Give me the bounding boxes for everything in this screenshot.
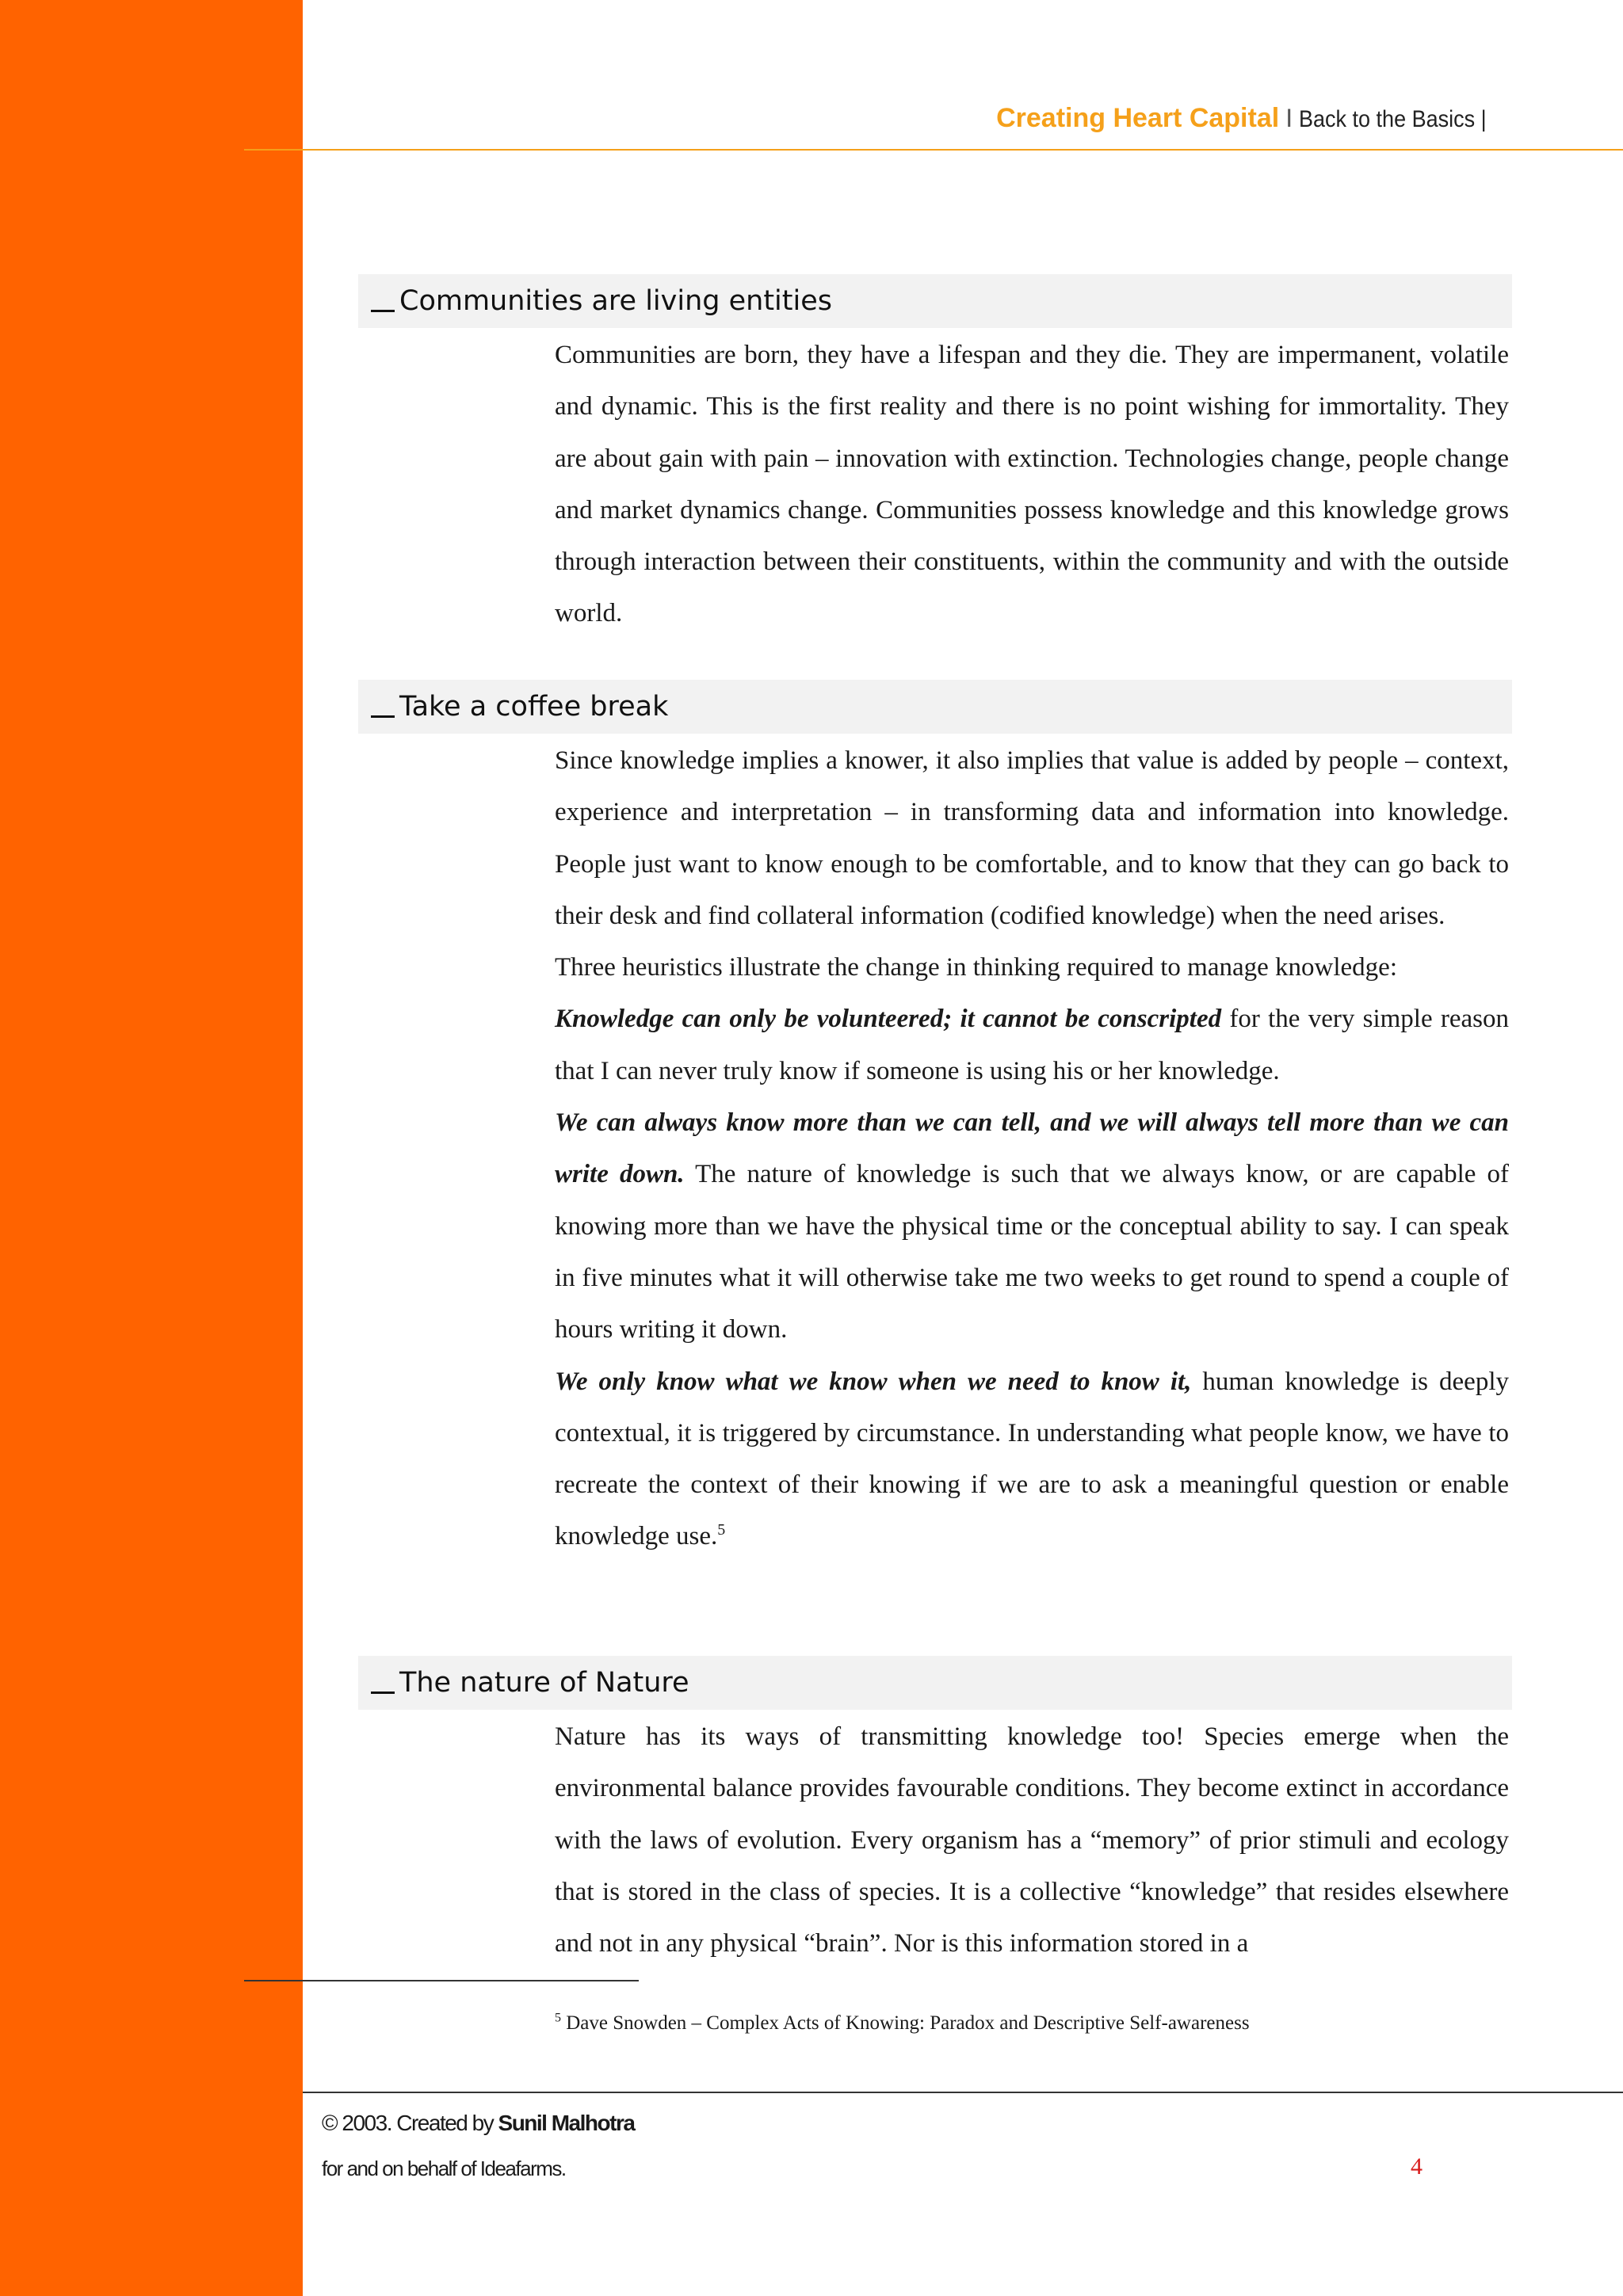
section-heading-text: The nature of Nature — [399, 1667, 689, 1699]
section-heading-coffee-break — [358, 680, 1512, 734]
heuristic-lead: We can always know more than we can tell, and we will always tell more than we can write down. — [555, 1108, 1509, 1189]
paragraph: Nature has its ways of transmitting knowledge too! Species emerge when the environmental balance provides favourable conditions. They become extinct in accordance with the laws of evolution. Every organism has a “memory” of prior stimuli and ecology that is stored in the class of species. It is a collective “knowledge” that resides elsewhere and not in any physical “brain”. Nor is this information stored in a — [555, 1722, 1509, 1958]
page-header — [996, 103, 1507, 143]
footnote-reference[interactable]: 5 — [717, 1521, 726, 1539]
header-title: Creating Heart Capital — [996, 103, 1280, 133]
heading-dash-icon — [371, 310, 395, 312]
heading-dash-icon — [371, 715, 395, 718]
author-name: Sunil Malhotra — [498, 2111, 635, 2135]
heuristic-3 — [555, 1356, 1509, 1563]
heuristic-text: human knowledge is deeply contextual, it is triggered by circumstance. In understanding what people know, we have to recreate the context of their knowing if we are to ask a meaningful question or enable knowledge use. — [555, 1367, 1509, 1551]
heading-dash-icon — [371, 1691, 395, 1694]
footnote-number: 5 — [555, 2011, 561, 2025]
orange-sidebar — [0, 0, 303, 2296]
heuristic-2 — [555, 1097, 1509, 1356]
header-subtitle: Back to the Basics | — [1299, 106, 1487, 132]
paragraph: Since knowledge implies a knower, it also implies that value is added by people – context, experience and interpretation – in transforming data and information into knowledge. People just want to know enough to be comfortable, and to know that they can go back to their desk and find collateral information (codified knowledge) when the need arises. — [555, 746, 1509, 930]
heuristic-text: The nature of knowledge is such that we always know, or are capable of knowing more than we have the physical time or the conceptual ability to say. I can speak in five minutes what it will otherwise take me two weeks to get round to spend a couple of hours writing it down. — [555, 1160, 1510, 1344]
footnote — [555, 2012, 1250, 2035]
footnote-text: Dave Snowden – Complex Acts of Knowing: Paradox and Descriptive Self-awareness — [566, 2012, 1250, 2034]
footer-rule — [303, 2092, 1623, 2093]
section-heading-text: Take a coffee break — [399, 691, 669, 723]
heuristic-lead: Knowledge can only be volunteered; it cannot be conscripted — [555, 1005, 1222, 1034]
section-body-coffee-break — [555, 735, 1509, 1563]
header-rule — [244, 149, 1623, 151]
heuristic-text: for the very simple reason that I can never truly know if someone is using his or her knowledge. — [555, 1005, 1509, 1085]
heuristic-lead: We only know what we know when we need to know it, — [555, 1367, 1192, 1396]
footer-copyright — [322, 2111, 634, 2136]
header-separator: I — [1285, 104, 1293, 132]
paragraph: Communities are born, they have a lifespan and they die. They are impermanent, volatile and dynamic. This is the first reality and there is no point wishing for immortality. They are about gain with pain – innovation with extinction. Technologies change, people change and market dynamics change. Communities possess knowledge and this knowledge grows through interaction between their constituents, within the community and with the outside world. — [555, 341, 1509, 628]
page-number: 4 — [1411, 2153, 1423, 2180]
copyright-prefix: © 2003. Created by — [322, 2111, 498, 2135]
footnote-rule — [244, 1980, 639, 1981]
footer-org-line: for and on behalf of Ideafarms. — [322, 2157, 566, 2180]
section-heading-nature — [358, 1656, 1512, 1710]
section-heading-text: Communities are living entities — [399, 285, 832, 317]
heuristic-1 — [555, 994, 1509, 1097]
section-body-communities — [555, 330, 1509, 640]
paragraph: Three heuristics illustrate the change in thinking required to manage knowledge: — [555, 953, 1397, 982]
section-body-nature — [555, 1711, 1509, 1970]
section-heading-communities — [358, 274, 1512, 328]
